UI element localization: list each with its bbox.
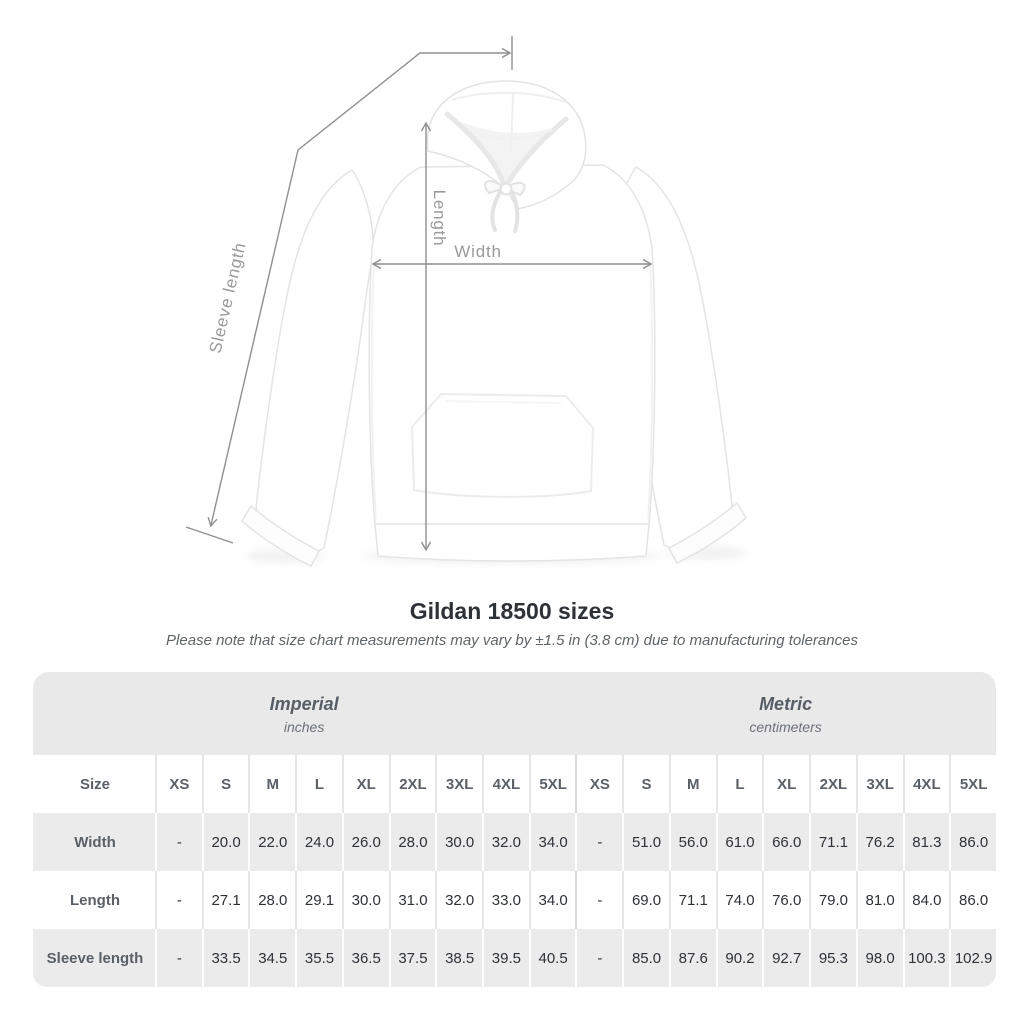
size-value-cell: 30.0 <box>342 871 389 929</box>
size-value-cell: 20.0 <box>202 813 249 871</box>
size-value-cell: 37.5 <box>389 929 436 987</box>
hoodie-pocket <box>412 394 593 497</box>
size-col-header: 3XL <box>856 755 903 813</box>
size-value-cell: 81.0 <box>856 871 903 929</box>
size-value-cell: - <box>575 929 622 987</box>
size-value-cell: 66.0 <box>762 813 809 871</box>
size-col-header: M <box>669 755 716 813</box>
row-label: Length <box>70 891 120 909</box>
size-value-cell: - <box>575 813 622 871</box>
size-value-cell: 87.6 <box>669 929 716 987</box>
size-value-cell: 34.0 <box>529 871 576 929</box>
size-value-cell: 56.0 <box>669 813 716 871</box>
size-value-cell: - <box>155 871 202 929</box>
sleeve-length-label: Sleeve length <box>205 240 250 356</box>
metric-group-header <box>575 672 996 755</box>
size-value-cell: 85.0 <box>622 929 669 987</box>
size-value-cell: 76.0 <box>762 871 809 929</box>
size-value-cell: 90.2 <box>716 929 763 987</box>
size-value-cell: 28.0 <box>389 813 436 871</box>
metric-label: Metric <box>759 694 813 714</box>
size-value-cell: 32.0 <box>482 813 529 871</box>
size-col-header: S <box>202 755 249 813</box>
size-corner-header: Size <box>79 775 110 793</box>
size-value-cell: - <box>575 871 622 929</box>
hoodie-left-sleeve <box>256 170 373 553</box>
table-row <box>33 871 996 929</box>
size-value-cell: 28.0 <box>248 871 295 929</box>
size-chart-table <box>33 755 996 987</box>
size-col-header: 3XL <box>435 755 482 813</box>
row-label: Width <box>74 833 116 851</box>
size-value-cell: 79.0 <box>809 871 856 929</box>
size-value-cell: 40.5 <box>529 929 576 987</box>
size-value-cell: 69.0 <box>622 871 669 929</box>
size-value-cell: 33.5 <box>202 929 249 987</box>
size-value-cell: 26.0 <box>342 813 389 871</box>
sleeve-arrow-bottom-tick <box>186 527 233 543</box>
size-value-cell: - <box>155 813 202 871</box>
size-value-cell: 76.2 <box>856 813 903 871</box>
size-table-body <box>33 813 996 987</box>
hoodie-hem-band <box>375 524 649 561</box>
size-col-header: 4XL <box>903 755 950 813</box>
size-value-cell: 81.3 <box>903 813 950 871</box>
table-row <box>33 929 996 987</box>
unit-header-band <box>33 672 996 755</box>
size-header-row <box>33 755 996 813</box>
size-value-cell: 71.1 <box>669 871 716 929</box>
size-col-header: XS <box>575 755 622 813</box>
size-value-cell: 34.0 <box>529 813 576 871</box>
size-col-header: L <box>716 755 763 813</box>
size-value-cell: 71.1 <box>809 813 856 871</box>
size-col-header: XS <box>155 755 202 813</box>
size-value-cell: 39.5 <box>482 929 529 987</box>
size-col-header: XL <box>342 755 389 813</box>
size-value-cell: 24.0 <box>295 813 342 871</box>
size-col-header: 2XL <box>809 755 856 813</box>
size-value-cell: 35.5 <box>295 929 342 987</box>
size-value-cell: 36.5 <box>342 929 389 987</box>
size-col-header: 5XL <box>529 755 576 813</box>
imperial-group-header <box>33 672 575 755</box>
size-value-cell: 29.1 <box>295 871 342 929</box>
size-value-cell: 100.3 <box>903 929 950 987</box>
imperial-unit-label: inches <box>283 719 325 735</box>
size-value-cell: 31.0 <box>389 871 436 929</box>
imperial-label: Imperial <box>269 694 339 714</box>
size-col-header: 2XL <box>389 755 436 813</box>
size-value-cell: 51.0 <box>622 813 669 871</box>
size-value-cell: 95.3 <box>809 929 856 987</box>
metric-unit-label: centimeters <box>749 719 822 735</box>
size-value-cell: 92.7 <box>762 929 809 987</box>
size-value-cell: 61.0 <box>716 813 763 871</box>
size-col-header: L <box>295 755 342 813</box>
size-value-cell: 32.0 <box>435 871 482 929</box>
width-label: Width <box>454 242 502 261</box>
row-label: Sleeve length <box>46 949 144 967</box>
size-col-header: 5XL <box>949 755 996 813</box>
size-value-cell: - <box>155 929 202 987</box>
size-value-cell: 38.5 <box>435 929 482 987</box>
size-value-cell: 34.5 <box>248 929 295 987</box>
size-value-cell: 98.0 <box>856 929 903 987</box>
size-value-cell: 30.0 <box>435 813 482 871</box>
table-row <box>33 813 996 871</box>
size-col-header: M <box>248 755 295 813</box>
tolerance-note: Please note that size chart measurements may vary by ±1.5 in (3.8 cm) due to manufacturing tolerances <box>166 632 858 649</box>
size-value-cell: 86.0 <box>949 813 996 871</box>
size-value-cell: 84.0 <box>903 871 950 929</box>
page-title: Gildan 18500 sizes <box>409 598 615 624</box>
size-col-header: 4XL <box>482 755 529 813</box>
drawstring-knot <box>501 184 512 195</box>
size-value-cell: 86.0 <box>949 871 996 929</box>
size-value-cell: 27.1 <box>202 871 249 929</box>
size-col-header: S <box>622 755 669 813</box>
size-value-cell: 102.9 <box>949 929 996 987</box>
length-label: Length <box>430 189 449 247</box>
size-value-cell: 22.0 <box>248 813 295 871</box>
size-col-header: XL <box>762 755 809 813</box>
size-value-cell: 33.0 <box>482 871 529 929</box>
size-value-cell: 74.0 <box>716 871 763 929</box>
